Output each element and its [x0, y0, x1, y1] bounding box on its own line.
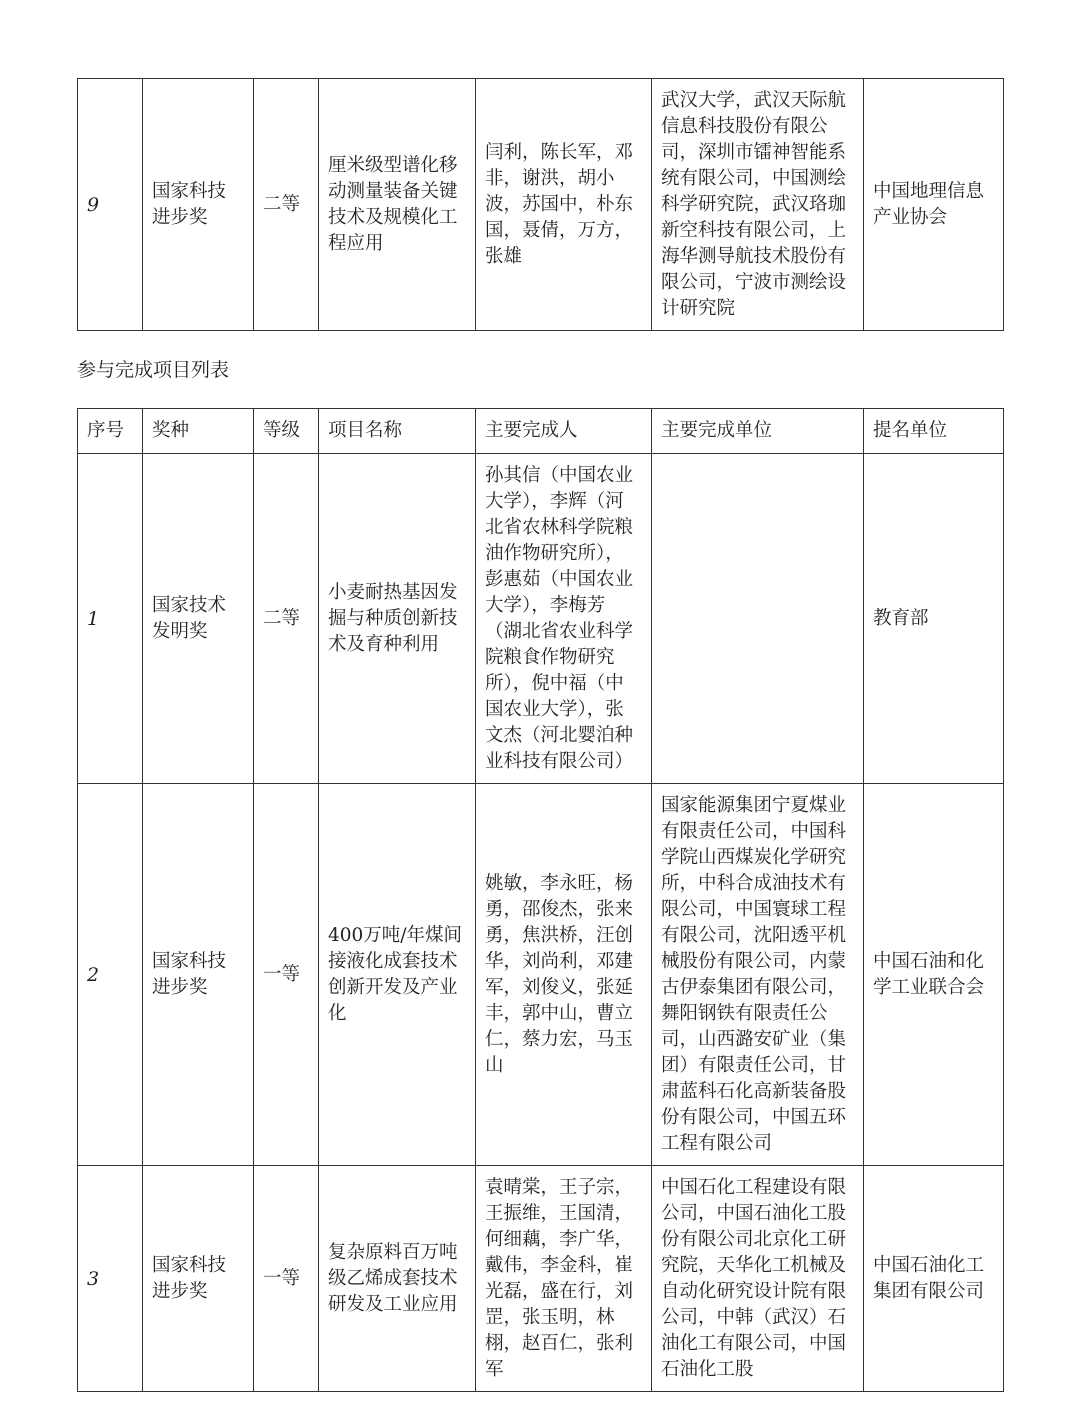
award-type: 国家科技进步奖	[143, 79, 254, 331]
row-number: 2	[78, 784, 143, 1166]
main-contributors: 闫利，陈长军，邓非，谢洪，胡小波，苏国中，朴东国，聂倩，万方，张雄	[476, 79, 652, 331]
row-number: 3	[78, 1166, 143, 1392]
main-contributors: 袁晴棠，王子宗，王振维，王国清，何细藕，李广华，戴伟，李金科，崔光磊，盛在行，刘罡，张玉明，林栩，赵百仁，张利军	[476, 1166, 652, 1392]
table-row	[78, 454, 1004, 784]
award-grade: 一等	[254, 784, 319, 1166]
table-row	[78, 784, 1004, 1166]
project-name: 小麦耐热基因发掘与种质创新技术及育种利用	[319, 454, 476, 784]
row-number: 1	[78, 454, 143, 784]
main-units: 国家能源集团宁夏煤业有限责任公司，中国科学院山西煤炭化学研究所，中科合成油技术有限公司，中国寰球工程有限公司，沈阳透平机械股份有限公司，内蒙古伊泰集团有限公司，舞阳钢铁有限责任公司，山西潞安矿业（集团）有限责任公司，甘肃蓝科石化高新装备股份有限公司，中国五环工程有限公司	[652, 784, 864, 1166]
project-name: 厘米级型谱化移动测量装备关键技术及规模化工程应用	[319, 79, 476, 331]
table-row	[78, 1166, 1004, 1392]
award-grade: 一等	[254, 1166, 319, 1392]
main-contributors: 孙其信（中国农业大学），李辉（河北省农林科学院粮油作物研究所），彭惠茹（中国农业大学），李梅芳（湖北省农业科学院粮食作物研究所），倪中福（中国农业大学），张文杰（河北婴泊种业科技有限公司）	[476, 454, 652, 784]
table-row	[78, 79, 1004, 331]
award-type: 国家科技进步奖	[143, 784, 254, 1166]
award-table-continued	[77, 78, 1004, 331]
main-units: 武汉大学，武汉天际航信息科技股份有限公司，深圳市镭神智能系统有限公司，中国测绘科学研究院，武汉珞珈新空科技有限公司，上海华测导航技术股份有限公司，宁波市测绘设计研究院	[652, 79, 864, 331]
nominating-unit: 教育部	[864, 454, 1004, 784]
header-nominator: 提名单位	[864, 409, 1004, 454]
award-grade: 二等	[254, 454, 319, 784]
nominating-unit: 中国地理信息产业协会	[864, 79, 1004, 331]
header-units: 主要完成单位	[652, 409, 864, 454]
award-type: 国家技术发明奖	[143, 454, 254, 784]
project-name: 复杂原料百万吨级乙烯成套技术研发及工业应用	[319, 1166, 476, 1392]
project-name: 400万吨/年煤间接液化成套技术创新开发及产业化	[319, 784, 476, 1166]
main-units	[652, 454, 864, 784]
table-header-row	[78, 409, 1004, 454]
section-caption: 参与完成项目列表	[77, 359, 230, 381]
participation-table	[77, 408, 1004, 1392]
header-no: 序号	[78, 409, 143, 454]
header-grade: 等级	[254, 409, 319, 454]
award-grade: 二等	[254, 79, 319, 331]
main-contributors: 姚敏，李永旺，杨勇，邵俊杰，张来勇，焦洪桥，汪创华，刘尚利，邓建军，刘俊义，张延丰，郭中山，曹立仁，蔡力宏，马玉山	[476, 784, 652, 1166]
header-persons: 主要完成人	[476, 409, 652, 454]
nominating-unit: 中国石油和化学工业联合会	[864, 784, 1004, 1166]
header-project: 项目名称	[319, 409, 476, 454]
nominating-unit: 中国石油化工集团有限公司	[864, 1166, 1004, 1392]
header-award: 奖种	[143, 409, 254, 454]
row-number: 9	[78, 79, 143, 331]
award-type: 国家科技进步奖	[143, 1166, 254, 1392]
main-units: 中国石化工程建设有限公司，中国石油化工股份有限公司北京化工研究院，天华化工机械及自动化研究设计院有限公司，中韩（武汉）石油化工有限公司，中国石油化工股	[652, 1166, 864, 1392]
